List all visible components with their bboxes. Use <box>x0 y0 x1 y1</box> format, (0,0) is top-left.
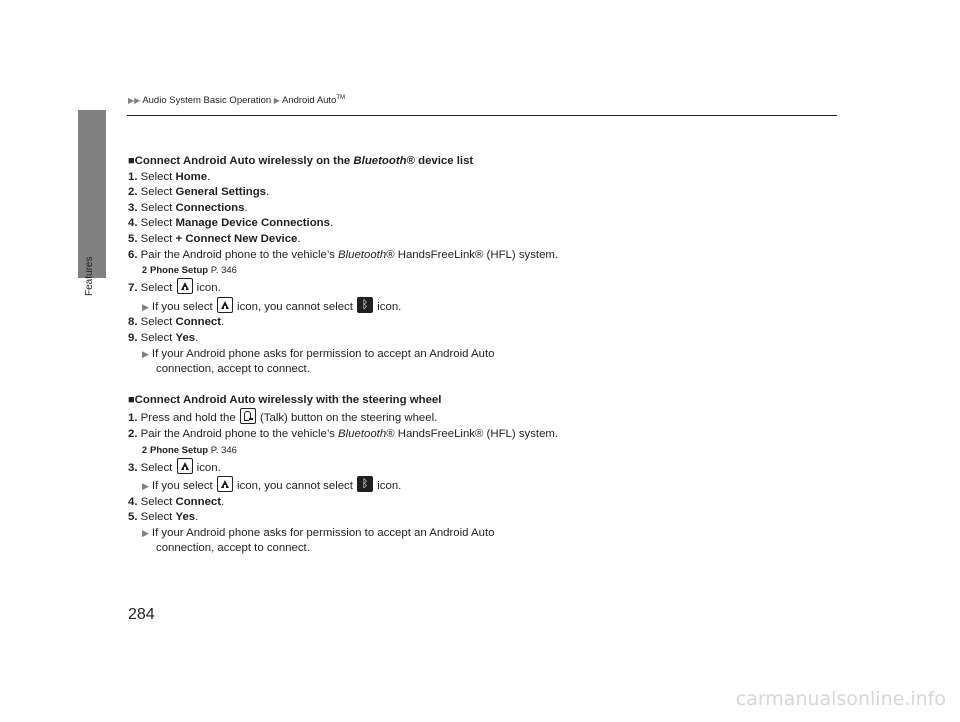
step-item: 2. Select General Settings. <box>128 186 270 199</box>
step-item: 4. Select Manage Device Connections. <box>128 217 334 230</box>
talk-button-icon <box>240 408 256 424</box>
watermark[interactable]: carmanualsonline.info <box>735 688 946 710</box>
step-item: 3. Select icon. <box>128 458 828 477</box>
step-item: 7. Select icon. <box>128 278 828 297</box>
triangle-arrow-icon: ▶ <box>142 481 149 492</box>
step-note-continued: connection, accept to connect. <box>156 363 310 376</box>
step-item: 2. Pair the Android phone to the vehicle’s Bluetooth® HandsFreeLink® (HFL) system. <box>128 427 559 440</box>
step-item: 6. Pair the Android phone to the vehicle’s Bluetooth® HandsFreeLink® (HFL) system. <box>128 248 559 261</box>
reference-arrow-icon: 2 <box>142 265 148 276</box>
step-item: 5. Select + Connect New Device. <box>128 232 301 245</box>
breadcrumb-item[interactable]: Android Auto <box>281 95 337 107</box>
step-item: 1. Press and hold the (Talk) button on the steering wheel. <box>128 408 828 427</box>
step-item: 4. Select Connect. <box>128 495 225 508</box>
step-note: ▶ If your Android phone asks for permission to accept an Android Auto <box>142 347 495 360</box>
cross-reference-link[interactable]: 2 Phone Setup P. 346 <box>142 265 237 277</box>
section-heading: ■Connect Android Auto wirelessly with the steering wheel <box>128 393 442 406</box>
step-note: ▶ If you select icon, you cannot select ᛒ icon. <box>128 297 828 316</box>
breadcrumb-arrow-icon: ▶ <box>128 96 135 106</box>
cross-reference-link[interactable]: 2 Phone Setup P. 346 <box>142 444 237 456</box>
step-note-continued: connection, accept to connect. <box>156 542 310 555</box>
trademark-mark: TM <box>336 95 346 101</box>
header-rule <box>127 115 837 116</box>
step-note: ▶ If you select icon, you cannot select ᛒ icon. <box>128 476 828 495</box>
section-heading: ■Connect Android Auto wirelessly on the Bluetooth® device list <box>128 155 474 167</box>
reference-arrow-icon: 2 <box>142 444 148 455</box>
breadcrumb-item[interactable]: Audio System Basic Operation <box>142 95 272 107</box>
bluetooth-icon <box>357 476 373 492</box>
step-item: 9. Select Yes. <box>128 331 199 344</box>
step-item: 8. Select Connect. <box>128 316 225 329</box>
triangle-arrow-icon: ▶ <box>142 348 149 359</box>
triangle-arrow-icon: ▶ <box>142 301 149 312</box>
step-item: 5. Select Yes. <box>128 511 199 524</box>
breadcrumb-arrow-icon: ▶ <box>273 96 280 106</box>
bluetooth-icon <box>357 297 373 313</box>
android-auto-icon <box>217 476 233 492</box>
breadcrumb <box>128 95 345 106</box>
side-tab <box>78 110 106 278</box>
side-tab-label: Features <box>84 256 95 296</box>
android-auto-icon <box>177 458 193 474</box>
step-note: ▶ If your Android phone asks for permission to accept an Android Auto <box>142 526 495 539</box>
page-number: 284 <box>128 606 155 623</box>
step-item: 3. Select Connections. <box>128 201 248 214</box>
step-item: 1. Select Home. <box>128 170 211 183</box>
android-auto-icon <box>177 278 193 294</box>
triangle-arrow-icon: ▶ <box>142 527 149 538</box>
page-content <box>128 154 828 557</box>
android-auto-icon <box>217 297 233 313</box>
breadcrumb-arrow-icon: ▶ <box>134 96 141 106</box>
